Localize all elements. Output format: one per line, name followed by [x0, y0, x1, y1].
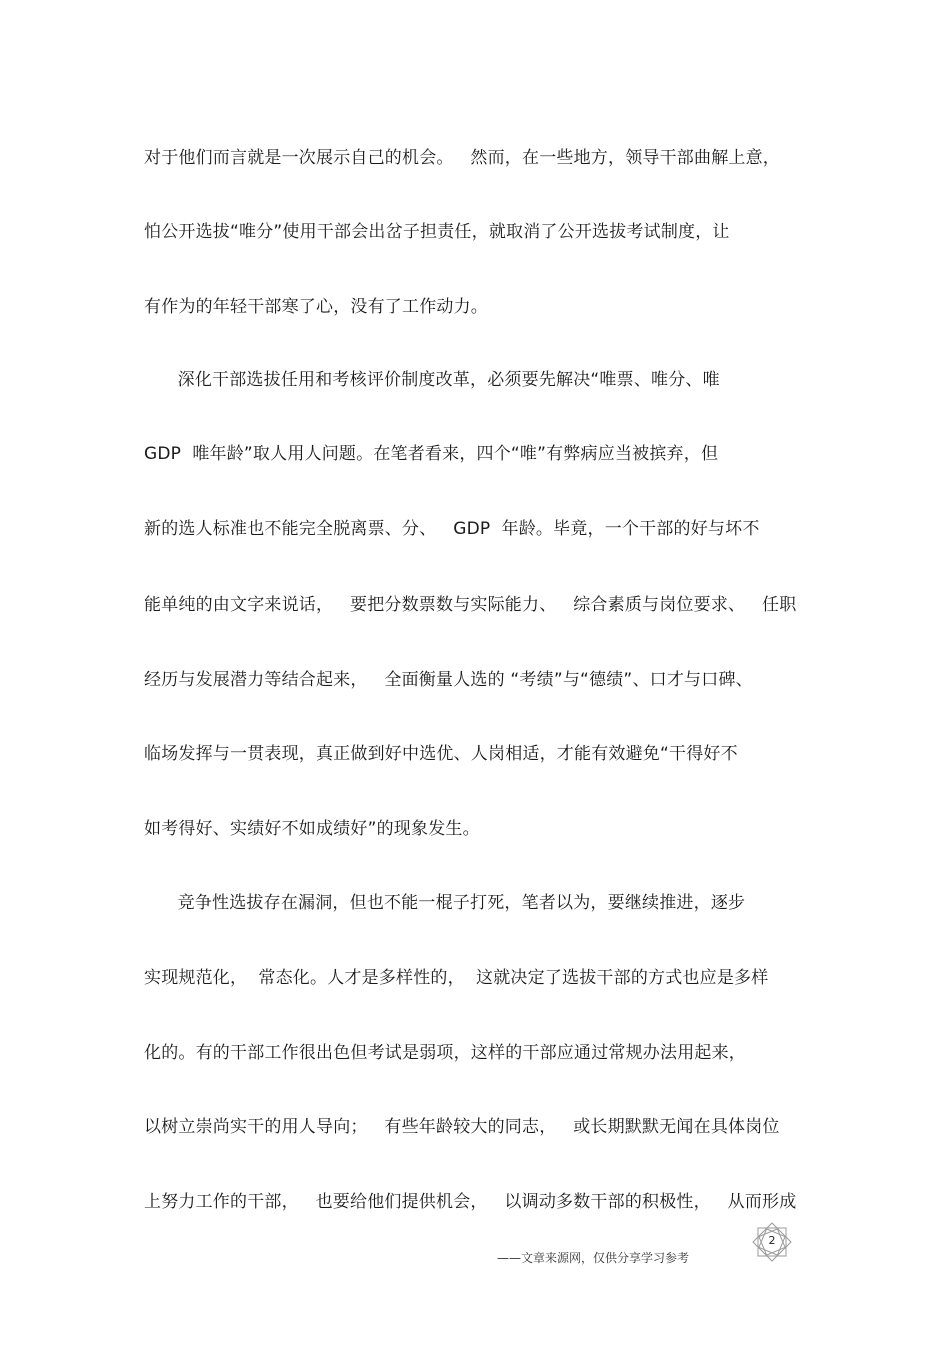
- body-text-line: 对于他们而言就是一次展示自己的机会。 然而，在一些地方，领导干部曲解上意，: [144, 148, 781, 168]
- body-text-line: 临场发挥与一贯表现，真正做到好中选优、人岗相适，才能有效避免“干得好不: [144, 744, 738, 764]
- body-text-line: 有作为的年轻干部寒了心，没有了工作动力。: [144, 297, 488, 317]
- body-text-line: 化的。有的干部工作很出色但考试是弱项，这样的干部应通过常规办法用起来，: [144, 1043, 746, 1063]
- body-text-line: GDP 唯年龄”取人用人问题。在笔者看来，四个“唯”有弊病应当被摈弃，但: [144, 444, 719, 464]
- paragraph-start-line: 竞争性选拔存在漏洞，但也不能一棍子打死，笔者以为，要继续推进，逐步: [144, 893, 746, 913]
- source-note: ——文章来源网，仅供分享学习参考: [497, 1251, 690, 1265]
- body-text-line: 新的选人标准也不能完全脱离票、分、 GDP 年龄。毕竟，一个干部的好与坏不: [144, 519, 760, 539]
- body-text-line: 实现规范化， 常态化。人才是多样性的， 这就决定了选拔干部的方式也应是多样: [144, 968, 769, 988]
- page-number: 2: [768, 1234, 776, 1247]
- body-text-line: 怕公开选拔“唯分”使用干部会出岔子担责任，就取消了公开选拔考试制度，让: [144, 222, 730, 242]
- paragraph-start-line: 深化干部选拔任用和考核评价制度改革，必须要先解决“唯票、唯分、唯: [144, 370, 720, 390]
- body-text-line: 以树立崇尚实干的用人导向； 有些年龄较大的同志， 或长期默默无闻在具体岗位: [144, 1117, 780, 1137]
- body-text-line: 如考得好、实绩好不如成绩好”的现象发生。: [144, 819, 480, 839]
- page-badge: [748, 1222, 796, 1262]
- body-text-line: 能单纯的由文字来说话， 要把分数票数与实际能力、 综合素质与岗位要求、 任职: [144, 595, 797, 615]
- body-text-line: 上努力工作的干部， 也要给他们提供机会， 以调动多数干部的积极性， 从而形成: [144, 1192, 797, 1212]
- body-text-line: 经历与发展潜力等结合起来， 全面衡量人选的 “考绩”与“德绩”、口才与口碑、: [144, 670, 753, 690]
